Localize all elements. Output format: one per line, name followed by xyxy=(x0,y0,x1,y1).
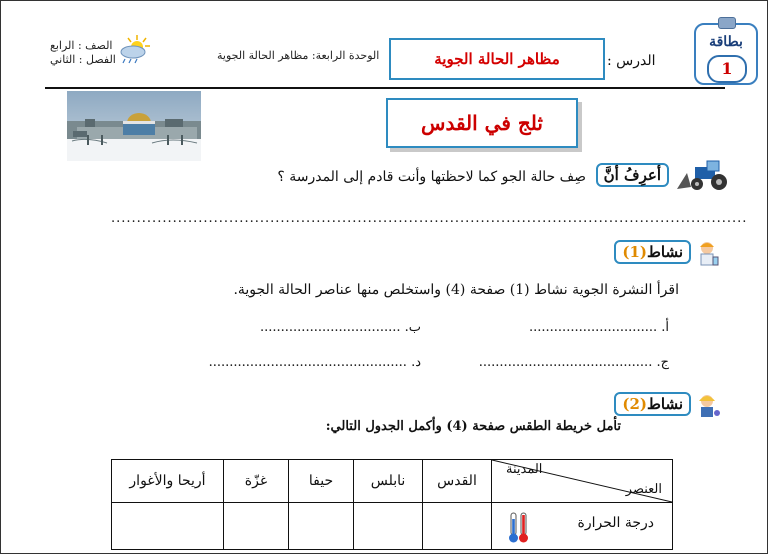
header-divider xyxy=(45,87,725,89)
city-header: القدس xyxy=(423,460,492,503)
card-number: 1 xyxy=(707,55,747,83)
answer-item-a[interactable] xyxy=(479,320,669,335)
item-d-letter: د. xyxy=(411,355,421,370)
city-header: حيفا xyxy=(289,460,354,503)
item-a-letter: أ. xyxy=(661,320,669,335)
item-b-dots: .................................. xyxy=(259,320,401,335)
page-title: ثلج في القدس xyxy=(386,98,578,148)
weather-sun-cloud-icon xyxy=(113,32,155,64)
item-c-letter: ج. xyxy=(656,355,669,370)
city-header: غزّة xyxy=(224,460,289,503)
lesson-name: مظاهر الحالة الجوية xyxy=(389,38,605,80)
unit-text: الوحدة الرابعة: مظاهر الحالة الجوية xyxy=(217,49,380,62)
activity-1-word: نشاط xyxy=(647,243,683,261)
card-title: بطاقة xyxy=(709,34,743,50)
activity-2-instruction: تأمل خريطة الطقس صفحة (4) وأكمل الجدول التالي: xyxy=(325,419,621,434)
item-b-letter: ب. xyxy=(404,320,421,335)
city-header: نابلس xyxy=(354,460,423,503)
answer-item-d[interactable] xyxy=(181,355,421,370)
activity-2-number: (2) xyxy=(622,395,647,413)
item-d-dots: ................................................ xyxy=(208,355,407,370)
clip-icon xyxy=(718,17,736,29)
intro-question: صِف حالة الجو كما لاحظتها وأنت قادم إلى المدرسة ؟ xyxy=(277,169,586,185)
activity-2-label xyxy=(614,392,691,416)
lesson-label: الدرس : xyxy=(607,53,656,69)
scientist-icon xyxy=(693,239,721,267)
term-text: الفصل : الثاني xyxy=(50,53,116,66)
activity-1-heading xyxy=(561,237,721,269)
answer-item-c[interactable] xyxy=(479,355,669,370)
table-header-row xyxy=(112,460,673,503)
table-corner-cell xyxy=(492,460,673,503)
activity-1-number: (1) xyxy=(622,243,647,261)
city-header: أريحا والأغوار xyxy=(112,460,224,503)
corner-element-label: العنصر xyxy=(625,482,662,497)
temperature-row-label xyxy=(492,503,673,550)
activity-2-word: نشاط xyxy=(647,395,683,413)
table-cell[interactable] xyxy=(289,503,354,550)
item-a-dots: ............................... xyxy=(529,320,658,335)
thermometer-icon xyxy=(506,509,532,545)
table-cell[interactable] xyxy=(354,503,423,550)
grade-text: الصف : الرابع xyxy=(50,39,113,52)
intro-label: أعرِفُ أنَّ xyxy=(596,163,669,187)
answer-line[interactable]: ............................................................................................................................ xyxy=(111,211,748,226)
table-cell[interactable] xyxy=(224,503,289,550)
intro-heading xyxy=(595,159,675,189)
corner-city-label: المدينة xyxy=(506,462,543,477)
table-row xyxy=(112,503,673,550)
activity-2-heading xyxy=(561,389,721,421)
activity-1-instruction: اقرأ النشرة الجوية نشاط (1) صفحة (4) واستخلص منها عناصر الحالة الجوية. xyxy=(233,282,679,298)
activity-1-label xyxy=(614,240,691,264)
tractor-icon xyxy=(677,159,735,191)
table-cell[interactable] xyxy=(112,503,224,550)
dome-of-rock-snow-photo xyxy=(67,91,201,161)
temperature-label: درجة الحرارة xyxy=(577,515,654,531)
scientist-icon xyxy=(693,391,721,419)
card-badge xyxy=(694,23,758,85)
weather-table xyxy=(111,459,673,550)
table-cell[interactable] xyxy=(423,503,492,550)
item-c-dots: .......................................... xyxy=(478,355,653,370)
answer-item-b[interactable] xyxy=(181,320,421,335)
